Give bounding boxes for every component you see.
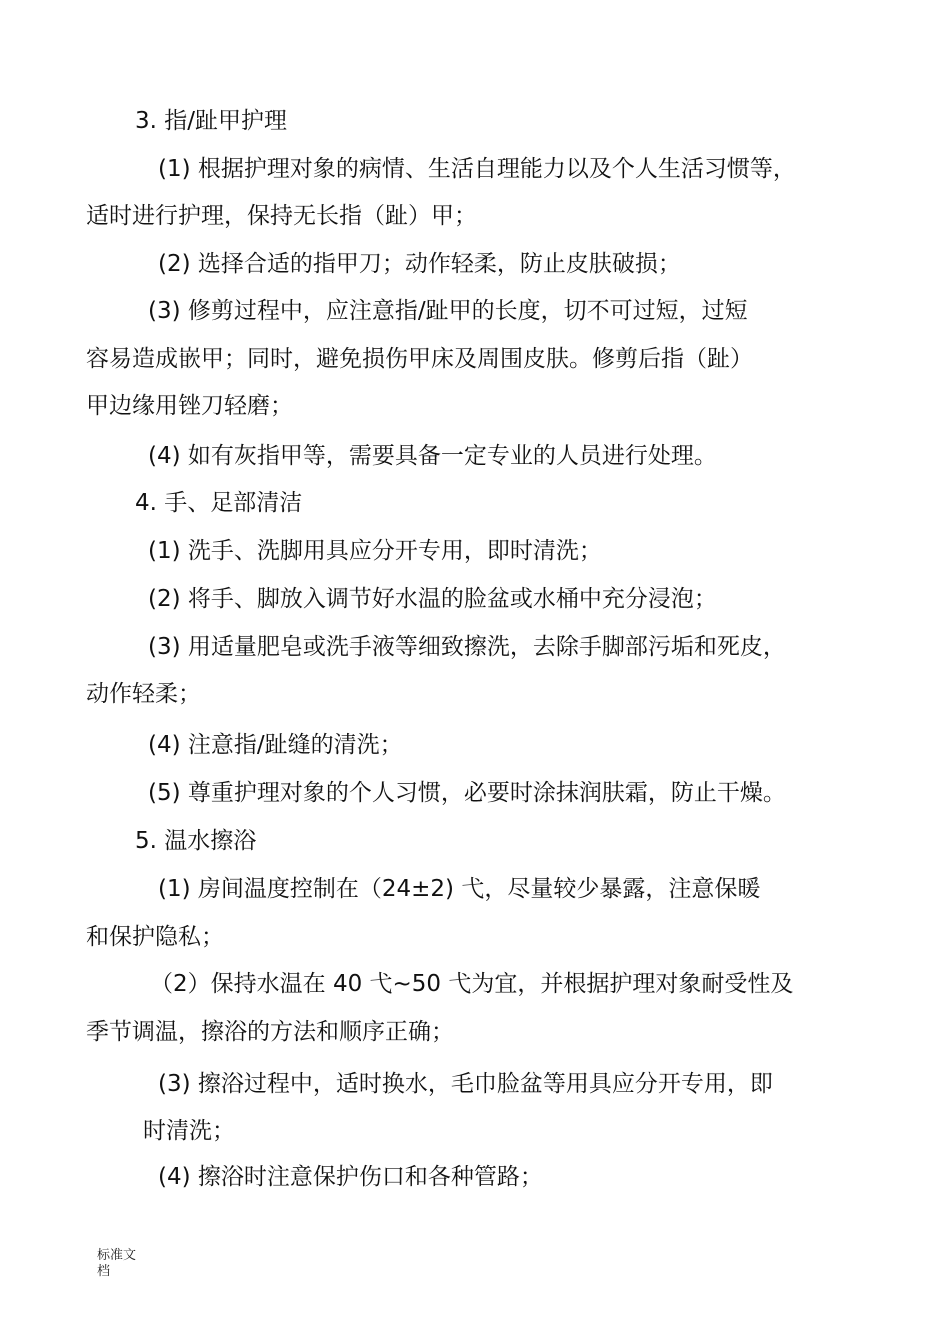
paragraph-line: （2）保持水温在 40 弋~50 弋为宜，并根据护理对象耐受性及 <box>150 971 794 997</box>
section-heading-hand-foot: 4. 手、足部清洁 <box>135 490 303 516</box>
paragraph-line: (3) 用适量肥皂或洗手液等细致擦洗，去除手脚部污垢和死皮， <box>148 634 786 660</box>
section-heading-sponge-bath: 5. 温水擦浴 <box>135 828 257 854</box>
paragraph-line: (3) 擦浴过程中，适时换水，毛巾脸盆等用具应分开专用，即 <box>158 1071 773 1097</box>
paragraph-line: 时清洗； <box>143 1118 235 1144</box>
paragraph-line: (1) 根据护理对象的病情、生活自理能力以及个人生活习惯等， <box>158 156 796 182</box>
paragraph-line: (2) 选择合适的指甲刀；动作轻柔，防止皮肤破损； <box>158 251 681 277</box>
paragraph-line: (2) 将手、脚放入调节好水温的脸盆或水桶中充分浸泡； <box>148 586 717 612</box>
paragraph-line: (1) 洗手、洗脚用具应分开专用，即时清洗； <box>148 538 602 564</box>
paragraph-line: (1) 房间温度控制在（24±2) 弋，尽量较少暴露，注意保暖 <box>158 876 761 902</box>
paragraph-line: 甲边缘用锉刀轻磨； <box>86 393 293 419</box>
paragraph-line: 和保护隐私； <box>86 924 224 950</box>
paragraph-line: 容易造成嵌甲；同时，避免损伤甲床及周围皮肤。修剪后指（趾） <box>86 346 753 372</box>
paragraph-line: 动作轻柔； <box>86 681 201 707</box>
paragraph-line: (3) 修剪过程中，应注意指/趾甲的长度，切不可过短，过短 <box>148 298 748 324</box>
paragraph-line: (4) 如有灰指甲等，需要具备一定专业的人员进行处理。 <box>148 443 717 469</box>
paragraph-line: 适时进行护理，保持无长指（趾）甲； <box>86 203 477 229</box>
section-heading-nail-care: 3. 指/趾甲护理 <box>135 108 288 134</box>
paragraph-line: (4) 擦浴时注意保护伤口和各种管路； <box>158 1164 543 1190</box>
paragraph-line: (4) 注意指/趾缝的清洗； <box>148 732 403 758</box>
footer-label-line1: 标准文 <box>97 1248 137 1263</box>
footer-label-line2: 档 <box>97 1264 111 1279</box>
paragraph-line: (5) 尊重护理对象的个人习惯，必要时涂抹润肤霜，防止干燥。 <box>148 780 786 806</box>
paragraph-line: 季节调温，擦浴的方法和顺序正确； <box>86 1019 454 1045</box>
